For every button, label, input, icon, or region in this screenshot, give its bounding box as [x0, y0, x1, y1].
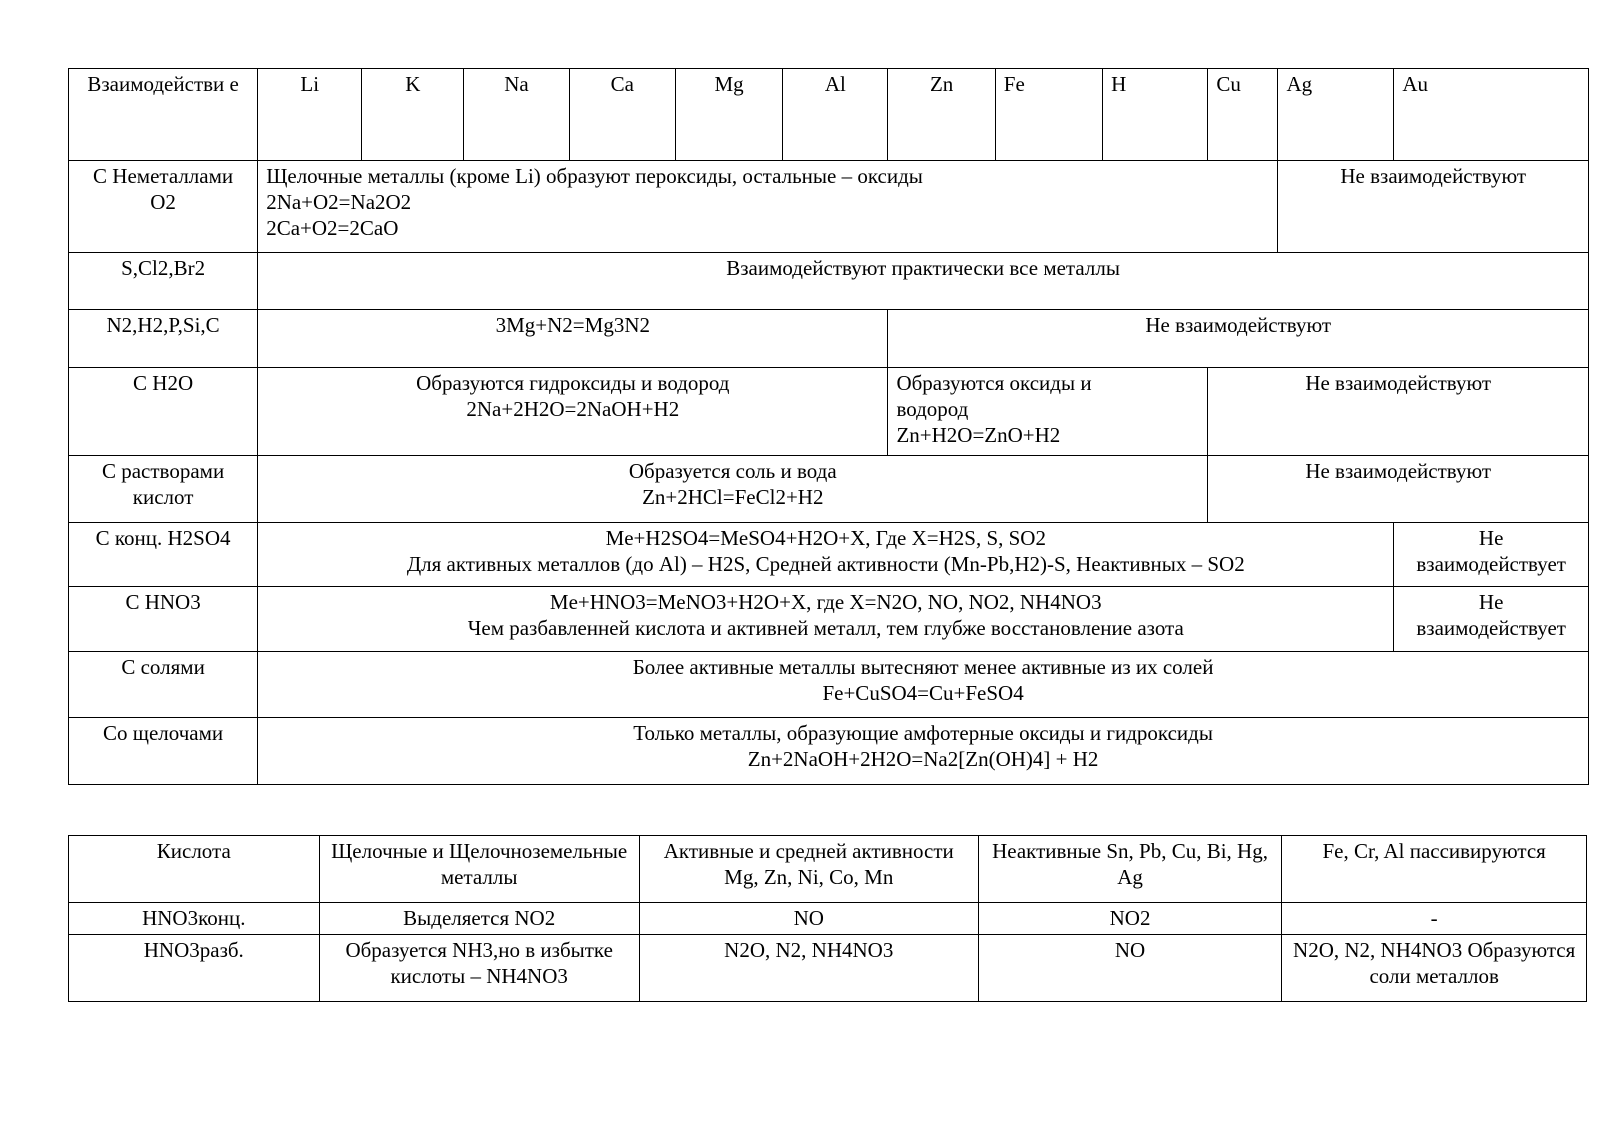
header-li: Li	[258, 69, 362, 161]
header-interaction: Взаимодействи е	[69, 69, 258, 161]
table-cell: N2O, N2, NH4NO3	[639, 935, 978, 1002]
row-label: С растворами кислот	[69, 456, 258, 523]
header-ag: Ag	[1278, 69, 1394, 161]
table-row	[69, 523, 1589, 587]
table-cell: NO	[978, 935, 1282, 1002]
table-cell: HNO3конц.	[69, 903, 320, 935]
row-none-cell: Не взаимодействуют	[888, 310, 1589, 368]
table-row	[69, 718, 1589, 785]
table-row	[69, 456, 1589, 523]
table-row	[69, 253, 1589, 310]
table-header-row	[69, 69, 1589, 161]
header-h: H	[1103, 69, 1208, 161]
header-zn: Zn	[888, 69, 995, 161]
row-none-cell: Не взаимодействует	[1394, 523, 1589, 587]
header-fe: Fe	[995, 69, 1102, 161]
header-k: K	[362, 69, 464, 161]
table-row	[69, 310, 1589, 368]
row-mid-cell: Образуются оксиды и водород Zn+H2O=ZnO+H2	[888, 368, 1208, 456]
table-cell: NO	[639, 903, 978, 935]
header-mg: Mg	[675, 69, 782, 161]
row-main-cell: Щелочные металлы (кроме Li) образуют пероксиды, остальные – оксиды 2Na+O2=Na2O2 2Ca+O2=2CaO	[258, 161, 1278, 253]
row-main-cell: Me+HNO3=MeNO3+H2O+X, где X=N2O, NO, NO2, NH4NO3 Чем разбавленней кислота и активней металл, тем глубже восстановление азота	[258, 587, 1394, 652]
header-active-metals: Активные и средней активности Mg, Zn, Ni, Co, Mn	[639, 836, 978, 903]
row-main-cell: 3Mg+N2=Mg3N2	[258, 310, 888, 368]
table-cell: -	[1282, 903, 1587, 935]
row-main-cell: Образуются гидроксиды и водород 2Na+2H2O=2NaOH+H2	[258, 368, 888, 456]
header-passivated-metals: Fe, Cr, Al пассивируются	[1282, 836, 1587, 903]
table-row	[69, 935, 1587, 1002]
row-main-cell: Только металлы, образующие амфотерные оксиды и гидроксиды Zn+2NaOH+2H2O=Na2[Zn(OH)4] + H2	[258, 718, 1589, 785]
row-label: С HNO3	[69, 587, 258, 652]
row-label: С солями	[69, 652, 258, 718]
table-row	[69, 652, 1589, 718]
row-none-cell: Не взаимодействуют	[1208, 456, 1589, 523]
header-au: Au	[1394, 69, 1589, 161]
table-header-row	[69, 836, 1587, 903]
metals-interaction-table	[68, 68, 1589, 785]
table-cell: Выделяется NO2	[319, 903, 639, 935]
header-alkali-metals: Щелочные и Щелочноземельные металлы	[319, 836, 639, 903]
table-row	[69, 368, 1589, 456]
header-acid: Кислота	[69, 836, 320, 903]
row-none-cell: Не взаимодействует	[1394, 587, 1589, 652]
table-row	[69, 587, 1589, 652]
header-inactive-metals: Неактивные Sn, Pb, Cu, Bi, Hg, Ag	[978, 836, 1282, 903]
table-cell: Образуется NH3,но в избытке кислоты – NH4NO3	[319, 935, 639, 1002]
row-main-cell: Me+H2SO4=MeSO4+H2O+X, Где X=H2S, S, SO2 Для активных металлов (до Al) – H2S, Средней активности (Mn-Pb,H2)-S, Неактивных – SO2	[258, 523, 1394, 587]
row-label: S,Cl2,Br2	[69, 253, 258, 310]
row-label: С Неметаллами O2	[69, 161, 258, 253]
row-none-cell: Не взаимодействуют	[1278, 161, 1589, 253]
header-cu: Cu	[1208, 69, 1278, 161]
header-al: Al	[783, 69, 888, 161]
header-ca: Ca	[569, 69, 675, 161]
row-label: С конц. H2SO4	[69, 523, 258, 587]
row-label: С H2O	[69, 368, 258, 456]
header-na: Na	[464, 69, 569, 161]
row-main-cell: Более активные металлы вытесняют менее активные из их солей Fe+CuSO4=Cu+FeSO4	[258, 652, 1589, 718]
row-label: Со щелочами	[69, 718, 258, 785]
row-main-cell: Образуется соль и вода Zn+2HCl=FeCl2+H2	[258, 456, 1208, 523]
row-none-cell: Не взаимодействуют	[1208, 368, 1589, 456]
table-cell: NO2	[978, 903, 1282, 935]
table-cell: HNO3разб.	[69, 935, 320, 1002]
table-row	[69, 161, 1589, 253]
row-main-cell: Взаимодействуют практически все металлы	[258, 253, 1589, 310]
table-cell: N2O, N2, NH4NO3 Образуются соли металлов	[1282, 935, 1587, 1002]
row-label: N2,H2,P,Si,C	[69, 310, 258, 368]
nitric-acid-table	[68, 835, 1587, 1002]
table-row	[69, 903, 1587, 935]
